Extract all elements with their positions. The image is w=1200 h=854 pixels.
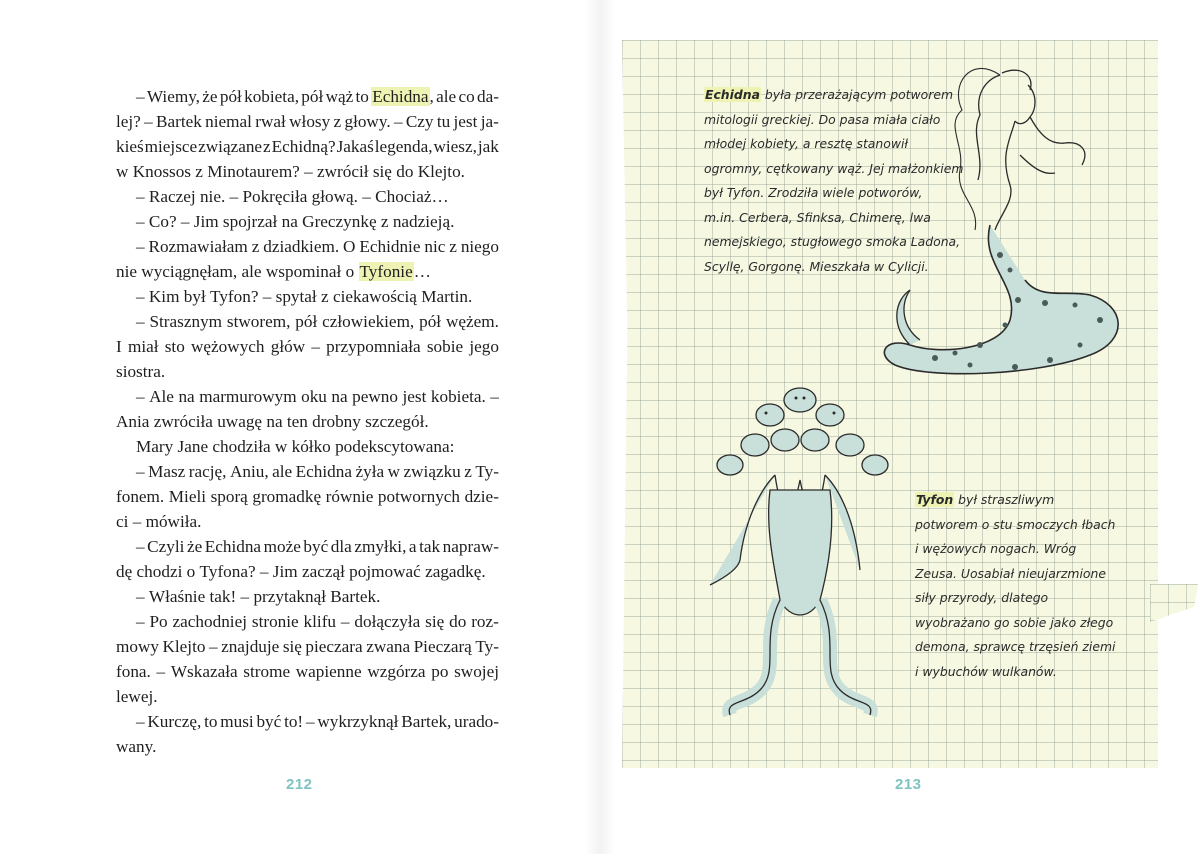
word: – [304, 162, 313, 181]
word: niemal [205, 112, 252, 131]
word: pół [295, 312, 318, 331]
text-line [116, 509, 499, 534]
word: mowy [116, 637, 159, 656]
word: Masz [148, 462, 186, 481]
word: Bartek [156, 112, 202, 131]
word: Czy [405, 112, 434, 131]
tyfon-note-line: wyobrażano go sobie jako złego [915, 614, 1114, 630]
word: Tyfonie… [359, 262, 431, 281]
word: nie [116, 262, 137, 281]
word: włosy [289, 112, 331, 131]
word: związane [198, 137, 263, 156]
word: zaczął [301, 562, 345, 581]
word: nadzieją. [392, 212, 455, 231]
text-line [116, 359, 499, 384]
word: – [262, 287, 272, 306]
page-number-left: 212 [286, 776, 313, 793]
tyfon-note-name: Tyfon [916, 492, 954, 507]
word: Jane [177, 437, 209, 456]
text-line [116, 434, 499, 459]
word: sobie [426, 337, 464, 356]
word: wężowych [191, 337, 265, 356]
word: się [425, 612, 445, 631]
word: to [204, 712, 218, 731]
word: dę [116, 562, 133, 581]
word: Kim [148, 287, 180, 306]
text-line [116, 209, 499, 234]
word: na [331, 387, 348, 406]
echidna-note-line: młodej kobiety, a resztę stanowił [704, 136, 908, 151]
word: ci [116, 512, 129, 531]
word: – [132, 512, 142, 531]
word: – [136, 212, 145, 231]
word: mówiła. [145, 512, 202, 531]
word: niego [460, 237, 499, 256]
word: człowiekiem, [322, 312, 415, 331]
word: – [136, 387, 145, 406]
word: – [490, 387, 499, 406]
word: musi [220, 712, 254, 731]
word: – [136, 612, 145, 631]
word: związku [403, 462, 461, 481]
word: – [393, 112, 403, 131]
word: jego [469, 337, 499, 356]
word: głową. [311, 187, 358, 206]
word: na [281, 212, 298, 231]
word: ja- [480, 112, 499, 131]
text-line [116, 609, 499, 634]
word: Rozmawiałam [148, 237, 248, 256]
word: co [458, 87, 475, 106]
text-line [116, 559, 499, 584]
word: Jim [272, 562, 298, 581]
word: strome [243, 662, 291, 681]
word: Echidna [295, 462, 352, 481]
word: może [263, 537, 301, 556]
word: pewno [352, 387, 398, 406]
word: z [321, 287, 329, 306]
text-line [116, 109, 499, 134]
word: Mary [136, 437, 174, 456]
word: uwagę [217, 412, 263, 431]
word: oku [301, 387, 327, 406]
word: Bartek. [330, 587, 381, 606]
word: sto [164, 337, 185, 356]
word: – [136, 537, 145, 556]
word: swojej [454, 662, 499, 681]
word: legenda, [374, 137, 433, 156]
word: wzgórza [367, 662, 426, 681]
word: z [195, 162, 203, 181]
word: Wiemy, [146, 87, 200, 106]
echidna-note-line: był Tyfon. Zrodziła wiele potworów, [704, 185, 923, 200]
word: tak [419, 537, 441, 556]
tyfon-note-line: potworem o stu smoczych łbach [915, 516, 1116, 532]
word: z [449, 237, 457, 256]
word: Co? [148, 212, 177, 231]
text-line [116, 634, 499, 659]
word: – [311, 337, 320, 356]
tyfon-illustration [700, 370, 910, 730]
word: kieś [116, 137, 144, 156]
text-line [116, 159, 499, 184]
word: spojrzał [222, 212, 278, 231]
word: roz- [471, 612, 499, 631]
word: równie [325, 487, 374, 506]
text-line [116, 184, 499, 209]
word: Mieli [168, 487, 207, 506]
word: kobieta. [430, 387, 486, 406]
word: urado- [454, 712, 499, 731]
word: zwrócił [317, 162, 369, 181]
word: – [136, 712, 145, 731]
text-line [116, 734, 499, 759]
tyfon-note-line: Zeusa. Uosabiał nieujarzmione [915, 565, 1106, 581]
word: sporą [210, 487, 248, 506]
word: Ty- [475, 637, 499, 656]
word: fona. [116, 662, 151, 681]
word: nic [424, 237, 446, 256]
word: szczegół. [365, 412, 429, 431]
word: zmyłki, [354, 537, 407, 556]
page-number-right: 213 [895, 776, 922, 793]
word: był [183, 287, 206, 306]
echidna-note-line: m.in. Cerbera, Sfinksa, Chimerę, lwa [704, 209, 931, 225]
tyfon-note [915, 488, 1115, 684]
highlighted-word: Tyfonie [359, 262, 413, 281]
word: Wskazała [170, 662, 238, 681]
tyfon-note-line: i wybuchów wulkanów. [915, 663, 1057, 679]
text-line [116, 459, 499, 484]
word: napraw- [442, 537, 499, 556]
word: zachodniej [172, 612, 247, 631]
word: pieczara [305, 637, 363, 656]
word: o [186, 562, 196, 581]
word: Właśnie [148, 587, 206, 606]
echidna-note-line: mitologii greckiej. Do pasa miała ciało [704, 111, 941, 127]
word: Raczej [148, 187, 196, 206]
word: jest [402, 387, 427, 406]
word: – [136, 287, 145, 306]
echidna-note [704, 83, 963, 279]
word: z [263, 137, 271, 156]
word: Greczynkę [302, 212, 377, 231]
word: Klejto [162, 637, 206, 656]
word: to! [284, 712, 304, 731]
text-line [116, 334, 499, 359]
story-text [116, 84, 499, 759]
word: stworem, [226, 312, 291, 331]
tyfon-note-line: siły przyrody, dlatego [915, 590, 1049, 605]
word: przytaknął [253, 587, 326, 606]
word: Echidna, [372, 87, 434, 106]
word: chodzi [136, 562, 183, 581]
word: Echidnie [359, 237, 421, 256]
word: klifu [303, 612, 337, 631]
word: wyciągnęłam, [141, 262, 238, 281]
word: z [251, 237, 260, 256]
word: – [180, 212, 190, 231]
word: ten [286, 412, 308, 431]
text-line [116, 234, 499, 259]
word: – [362, 187, 371, 206]
word: głów [270, 337, 306, 356]
word: lewej. [116, 687, 158, 706]
word: z [464, 462, 472, 481]
word: chodziła [212, 437, 271, 456]
word: stronie [251, 612, 299, 631]
word: Tyfona? [199, 562, 256, 581]
text-line [116, 84, 499, 109]
word: – [136, 587, 145, 606]
word: dla [330, 537, 352, 556]
word: o [345, 262, 355, 281]
word: ale [436, 87, 457, 106]
word: Chociaż… [375, 187, 449, 206]
word: ale [241, 262, 262, 281]
word: zwróciła [153, 412, 213, 431]
word: O [343, 237, 356, 256]
word: się [372, 162, 392, 181]
text-line [116, 309, 499, 334]
text-line [116, 409, 499, 434]
text-line [116, 534, 499, 559]
text-line [116, 484, 499, 509]
word: kółko [291, 437, 331, 456]
word: gromadkę [252, 487, 322, 506]
word: – [305, 712, 315, 731]
word: że [186, 537, 203, 556]
word: przypomniała [326, 337, 421, 356]
word: z [380, 212, 389, 231]
word: – [240, 587, 250, 606]
word: Jakaś [336, 137, 374, 156]
word: ale [272, 462, 293, 481]
word: – [340, 612, 350, 631]
word: da- [477, 87, 499, 106]
word: Aniu, [229, 462, 269, 481]
word: fonem. [116, 487, 165, 506]
word: ciekawością [332, 287, 417, 306]
word: lej? [116, 112, 141, 131]
word: – [259, 562, 269, 581]
word: być [256, 712, 282, 731]
word: Kurczę, [147, 712, 202, 731]
tyfon-note-line: był straszliwym [954, 492, 1055, 507]
word: Bartek, [401, 712, 452, 731]
word: Martin. [421, 287, 473, 306]
word: I [116, 337, 122, 356]
text-line [116, 584, 499, 609]
word: rację, [188, 462, 227, 481]
word: na [178, 387, 195, 406]
word: do [449, 612, 467, 631]
text-line [116, 134, 499, 159]
word: miejsce [144, 137, 198, 156]
word: – [208, 637, 218, 656]
word: Czyli [147, 537, 185, 556]
word: spytał [275, 287, 317, 306]
highlighted-word: Echidna [372, 87, 429, 106]
text-line [116, 684, 499, 709]
word: Echidna [204, 537, 262, 556]
word: siostra. [116, 362, 166, 381]
word: Knossos [132, 162, 191, 181]
word: Pieczarą [413, 637, 472, 656]
word: że [202, 87, 218, 106]
word: dołączyła [354, 612, 421, 631]
text-line [116, 709, 499, 734]
word: Strasznym [149, 312, 223, 331]
word: marmurowym [199, 387, 297, 406]
word: – [136, 187, 145, 206]
word: po [431, 662, 449, 681]
word: na [266, 412, 283, 431]
word: podekscytowana: [335, 437, 455, 456]
word: zwana [366, 637, 411, 656]
tyfon-note-line: demona, sprawcę trzęsień ziemi [915, 639, 1116, 654]
word: a [408, 537, 417, 556]
word: to [355, 87, 369, 106]
word: z [333, 112, 342, 131]
word: dziadkiem. [263, 237, 340, 256]
text-line [116, 259, 499, 284]
word: kobieta, [244, 87, 299, 106]
word: nie. [199, 187, 226, 206]
word: żyła [355, 462, 385, 481]
echidna-note-name: Echidna [705, 87, 760, 102]
word: się [282, 637, 302, 656]
text-line [116, 284, 499, 309]
word: – [136, 312, 145, 331]
word: jak [477, 137, 499, 156]
word: – [144, 112, 153, 131]
word: wapienne [295, 662, 362, 681]
word: pół [301, 87, 324, 106]
word: Pokręciła [242, 187, 308, 206]
word: – [136, 237, 145, 256]
word: wany. [116, 737, 157, 756]
echidna-note-line: była przerażającym potworem [760, 87, 954, 102]
word: Po [149, 612, 168, 631]
word: w [116, 162, 129, 181]
word: dzie- [464, 487, 499, 506]
word: miał [127, 337, 159, 356]
word: potwornych [377, 487, 461, 506]
word: Tyfon? [210, 287, 259, 306]
word: Klejto. [417, 162, 465, 181]
word: znajduje [221, 637, 280, 656]
word: wspominał [265, 262, 342, 281]
word: zagadkę. [425, 562, 486, 581]
text-line [116, 384, 499, 409]
word: – [156, 662, 166, 681]
echidna-note-line: nemejskiego, stugłowego smoka Ladona, [704, 234, 961, 249]
word: pół [219, 87, 242, 106]
word: wiesz, [433, 137, 477, 156]
word: wężem. [445, 312, 499, 331]
echidna-note-line: Scyllę, Gorgonę. Mieszkała w Cylicji. [704, 258, 929, 274]
word: tak! [209, 587, 237, 606]
tyfon-note-line: i wężowych nogach. Wróg [915, 541, 1077, 556]
word: Jim [193, 212, 219, 231]
word: głowy. [344, 112, 391, 131]
word: tu [436, 112, 451, 131]
word: Echidną? [271, 137, 336, 156]
word: w [274, 437, 288, 456]
word: jest [453, 112, 478, 131]
word: – [136, 87, 145, 106]
word: do [396, 162, 414, 181]
word: Ale [149, 387, 174, 406]
book-gutter [585, 0, 615, 854]
echidna-note-line: ogromny, cętkowany wąż. Jej małżonkiem [704, 160, 964, 176]
text-line [116, 659, 499, 684]
word: – [229, 187, 239, 206]
word: Minotaurem? [207, 162, 300, 181]
word: pojmować [349, 562, 421, 581]
word: – [136, 462, 145, 481]
word: Ty- [475, 462, 499, 481]
word: być [303, 537, 329, 556]
word: wykrzyknął [317, 712, 399, 731]
word: drobny [312, 412, 361, 431]
word: Ania [116, 412, 150, 431]
word: wąż [325, 87, 354, 106]
notebook-paper-corner [1150, 584, 1198, 622]
word: rwał [255, 112, 286, 131]
word: pół [419, 312, 442, 331]
word: w [387, 462, 401, 481]
